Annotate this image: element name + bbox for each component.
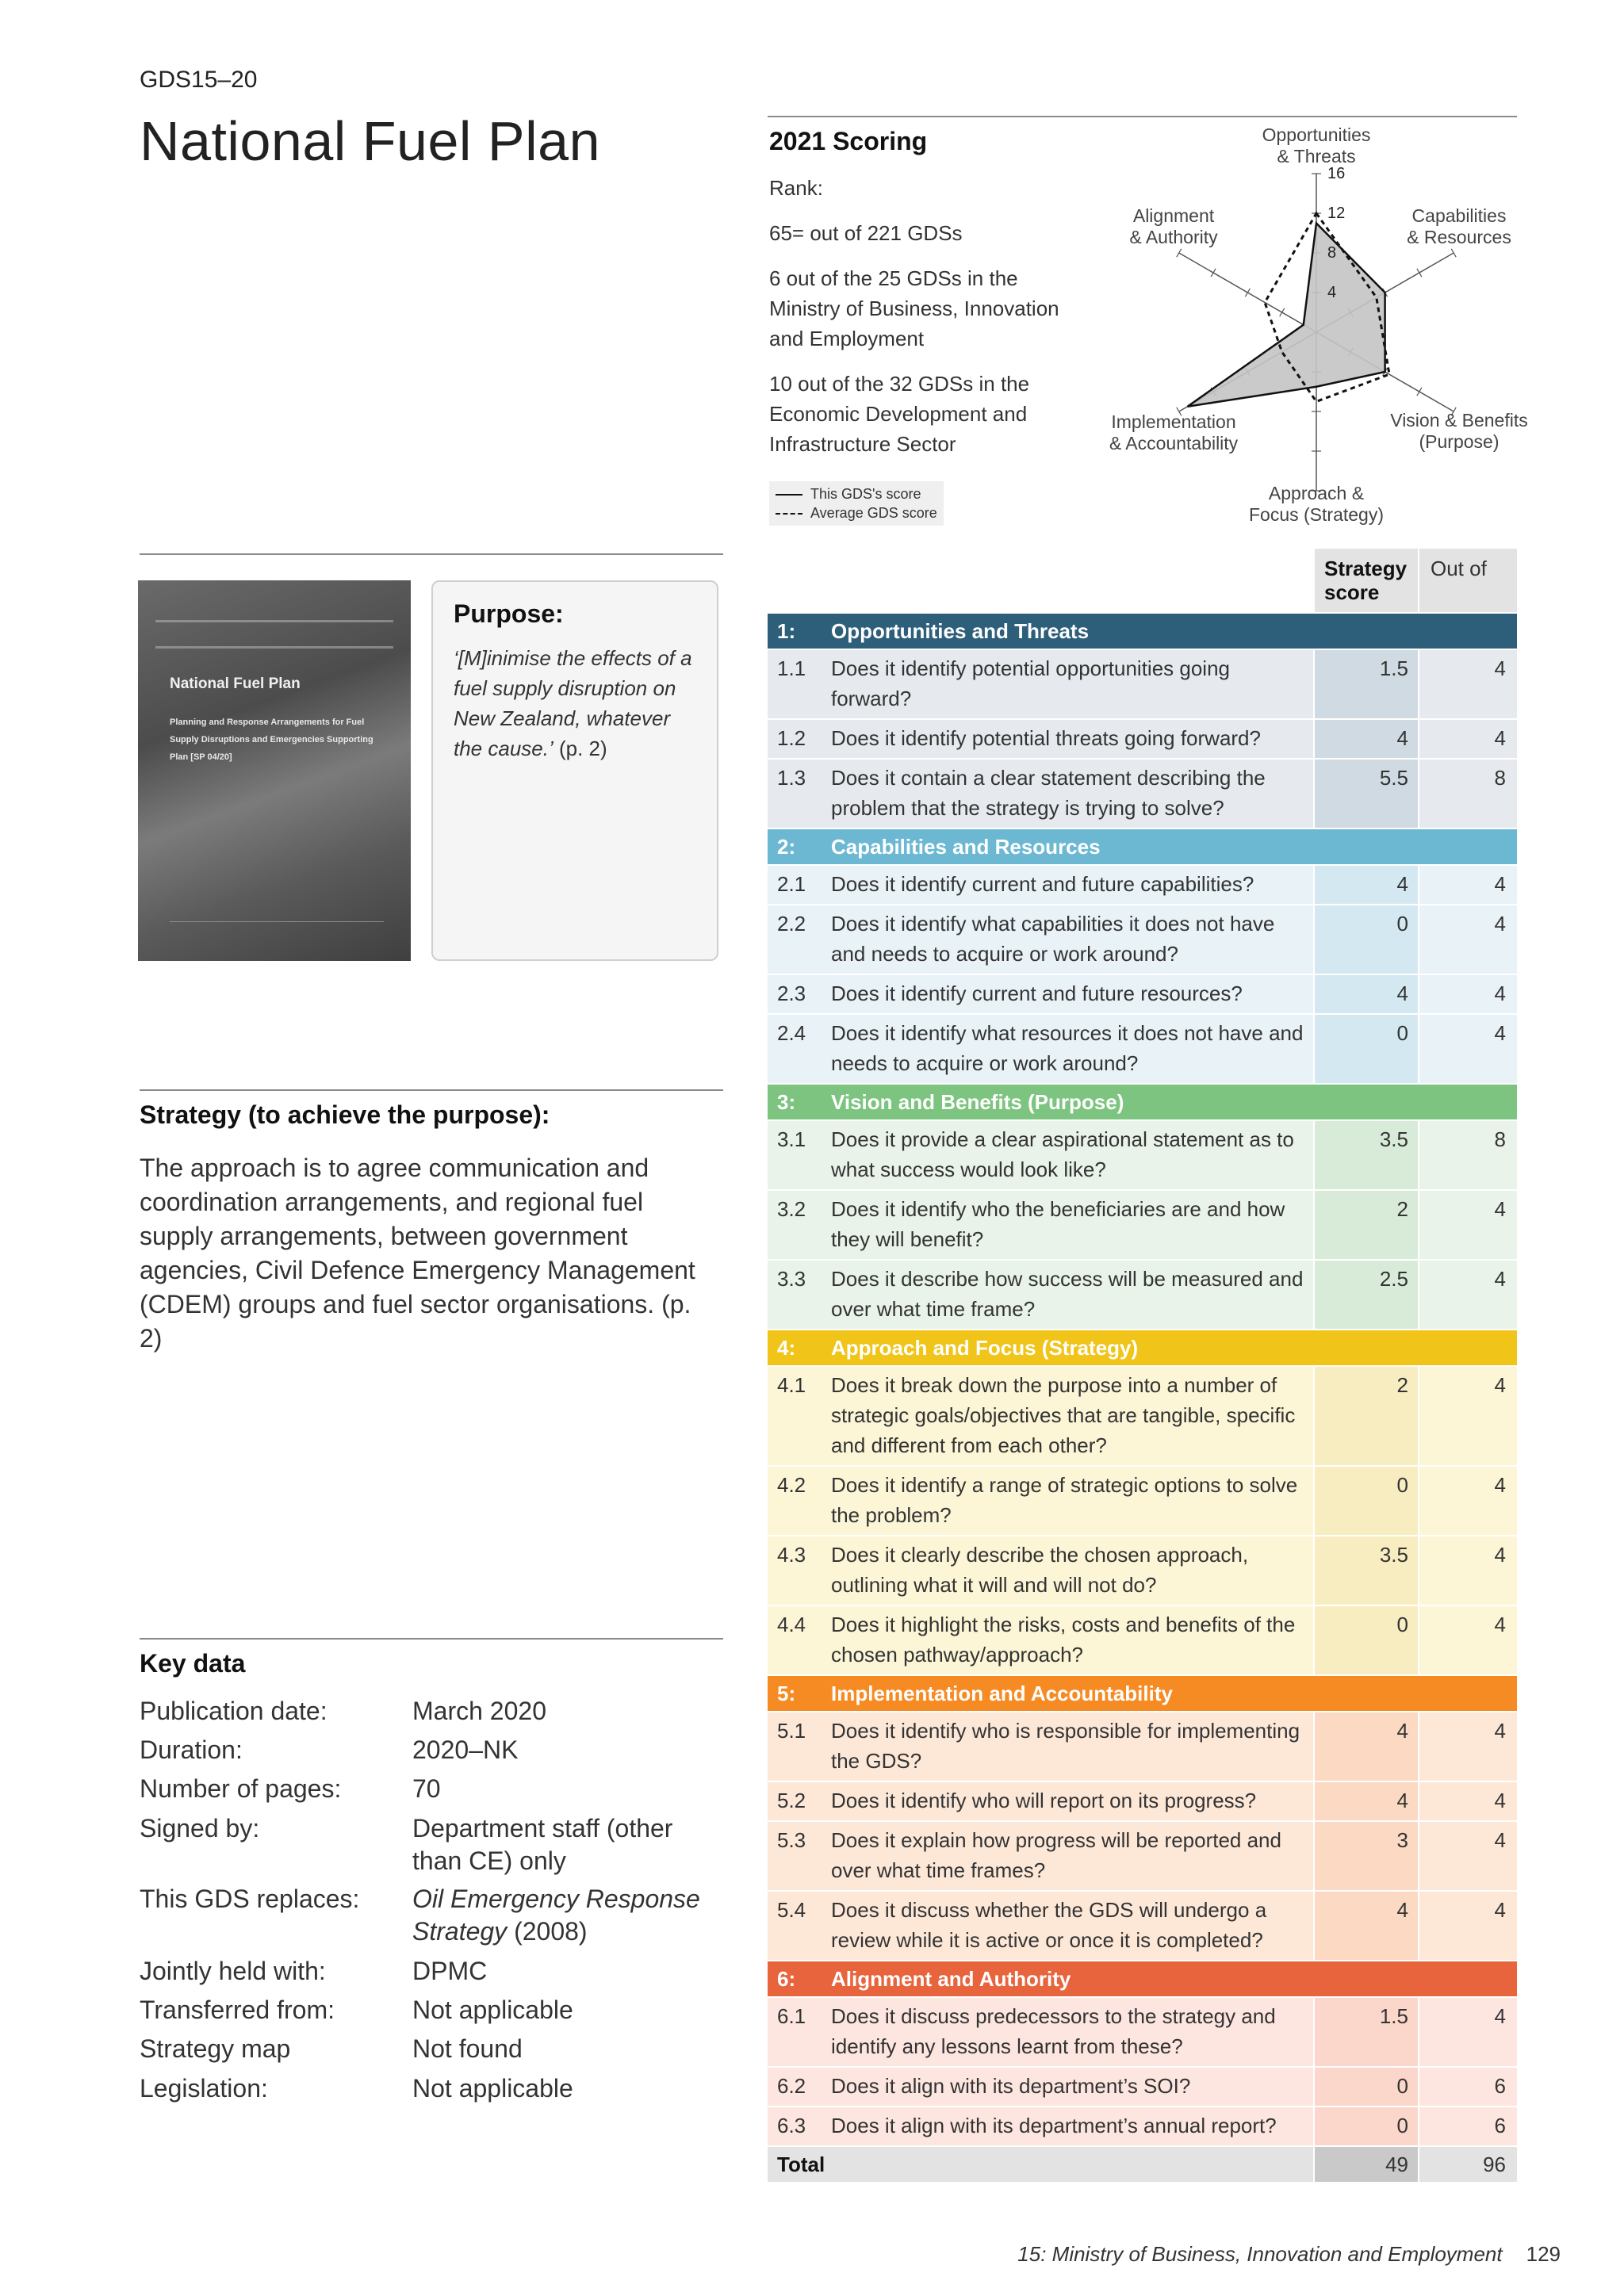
question-cell [768, 866, 1313, 904]
question-cell [768, 1822, 1313, 1890]
radar-axis-label: (Purpose) [1419, 431, 1500, 452]
out-of-cell [1419, 650, 1517, 718]
score-value: 0 [1396, 2074, 1408, 2098]
score-cell [1315, 1606, 1418, 1674]
question-number: 1.3 [777, 766, 806, 790]
question-text: Does it provide a clear aspirational statement as to what success would look like? [831, 1127, 1294, 1181]
question-text: Does it discuss predecessors to the strategy and identify any lessons learnt from these? [831, 2004, 1276, 2058]
section-header [768, 829, 1517, 864]
score-cell [1315, 1261, 1418, 1329]
total-out-of: 96 [1419, 2147, 1517, 2182]
radar-axis-label: & Threats [1277, 146, 1356, 166]
section-header [768, 614, 1517, 649]
question-text: Does it identify current and future capabilities? [831, 872, 1254, 896]
table-row [768, 1367, 1517, 1465]
question-cell [768, 650, 1313, 718]
out-of-cell [1419, 905, 1517, 974]
section-header [768, 1330, 1517, 1365]
score-value: 1.5 [1379, 2004, 1408, 2028]
radar-tick [1245, 289, 1250, 297]
question-number: 5.1 [777, 1719, 806, 1743]
question-number: 5.2 [777, 1789, 806, 1812]
out-of-value: 4 [1494, 872, 1506, 896]
out-of-cell [1419, 1121, 1517, 1189]
question-number: 6.3 [777, 2114, 806, 2137]
question-number: 1.1 [777, 656, 806, 680]
purpose-ref: (p. 2) [553, 737, 607, 760]
question-cell [768, 1606, 1313, 1674]
radar-axis-label: Alignment [1132, 205, 1215, 226]
question-cell [768, 2068, 1313, 2106]
divider [140, 1638, 723, 1640]
out-of-cell [1419, 2107, 1517, 2145]
out-of-value: 6 [1494, 2114, 1506, 2137]
out-of-value: 4 [1494, 1197, 1506, 1221]
question-cell [768, 1782, 1313, 1820]
key-value: Not found [412, 2034, 523, 2063]
out-of-cell [1419, 1712, 1517, 1781]
radar-axis-label: Opportunities [1262, 124, 1371, 145]
table-row [768, 1892, 1517, 1960]
radar-tick [1211, 269, 1216, 277]
question-text: Does it identify a range of strategic options to solve the problem? [831, 1473, 1298, 1527]
section-number: 5: [777, 1682, 796, 1705]
question-number: 6.2 [777, 2074, 806, 2098]
score-cell [1315, 866, 1418, 904]
cover-title: National Fuel Plan [170, 675, 301, 692]
out-of-cell [1419, 1191, 1517, 1259]
out-of-cell [1419, 866, 1517, 904]
key-value: 70 [412, 1774, 441, 1803]
table-row [768, 1712, 1517, 1781]
out-of-value: 4 [1494, 726, 1506, 750]
scoring-table [768, 549, 1517, 2182]
question-cell [768, 1892, 1313, 1960]
document-cover-image [138, 580, 411, 961]
legend-this-gds [776, 484, 937, 503]
footer-section: 15: Ministry of Business, Innovation and Employment [1017, 2242, 1503, 2266]
table-row [768, 1822, 1517, 1890]
question-number: 3.1 [777, 1127, 806, 1151]
score-value: 2.5 [1379, 1267, 1408, 1291]
page-number: 129 [1526, 2242, 1561, 2266]
chain-graphic [155, 620, 393, 649]
question-text: Does it identify who the beneficiaries are and how they will benefit? [831, 1197, 1285, 1251]
solid-line-swatch [776, 494, 802, 496]
radar-tick [1417, 388, 1422, 396]
score-value: 4 [1396, 982, 1408, 1005]
table-row [768, 1121, 1517, 1189]
key-label: Duration: [140, 1735, 243, 1764]
score-value: 4 [1396, 1719, 1408, 1743]
question-text: Does it identify potential opportunities going forward? [831, 656, 1230, 710]
question-number: 3.3 [777, 1267, 806, 1291]
out-of-value: 6 [1494, 2074, 1506, 2098]
score-cell [1315, 975, 1418, 1013]
purpose-box [431, 580, 718, 961]
section-title: Opportunities and Threats [831, 619, 1090, 643]
table-row [768, 1606, 1517, 1674]
out-of-cell [1419, 2068, 1517, 2106]
question-text: Does it break down the purpose into a number of strategic goals/objectives that are tangible, specific and different from each other? [831, 1373, 1296, 1457]
table-row [768, 760, 1517, 828]
gds-code: GDS15–20 [140, 67, 258, 93]
question-text: Does it identify what resources it does not have and needs to acquire or work around? [831, 1021, 1304, 1075]
radar-tick [1280, 308, 1285, 316]
score-value: 3.5 [1379, 1543, 1408, 1567]
purpose-quote [454, 643, 696, 763]
radar-axis-label: Implementation [1111, 411, 1236, 432]
cover-logos [170, 921, 384, 942]
score-value: 0 [1396, 1613, 1408, 1636]
section-number: 4: [777, 1336, 796, 1360]
out-of-cell [1419, 1998, 1517, 2066]
section-title: Capabilities and Resources [831, 835, 1101, 859]
table-row [768, 720, 1517, 758]
rank-overall: 65= out of 221 GDSs [769, 221, 963, 245]
key-label: Strategy map [140, 2034, 291, 2063]
table-row [768, 905, 1517, 974]
out-of-value: 4 [1494, 1613, 1506, 1636]
question-text: Does it describe how success will be measured and over what time frame? [831, 1267, 1304, 1321]
question-number: 5.4 [777, 1898, 806, 1922]
dashed-line-swatch [776, 513, 802, 515]
question-number: 2.4 [777, 1021, 806, 1045]
key-value: Not applicable [412, 1996, 573, 2024]
section-title: Implementation and Accountability [831, 1682, 1173, 1705]
section-header [768, 1676, 1517, 1711]
out-of-cell [1419, 1467, 1517, 1535]
score-value: 4 [1396, 1898, 1408, 1922]
question-number: 5.3 [777, 1828, 806, 1852]
out-of-value: 4 [1494, 1828, 1506, 1852]
out-of-cell [1419, 1261, 1517, 1329]
radar-tick-label: 16 [1327, 165, 1346, 182]
question-cell [768, 760, 1313, 828]
radar-chart [1094, 119, 1538, 539]
out-of-cell [1419, 720, 1517, 758]
section-number: 6: [777, 1967, 796, 1991]
rank-block [769, 173, 1086, 474]
legend-average-label: Average GDS score [810, 505, 937, 521]
rank-label: Rank: [769, 176, 823, 200]
out-of-value: 8 [1494, 1127, 1506, 1151]
score-value: 2 [1396, 1373, 1408, 1397]
strategy-text: The approach is to agree communication and coordination arrangements, and regional fuel supply arrangements, between government agencies, Civil Defence Emergency Management (CDEM) groups and fuel sector organisations. (p. 2) [140, 1154, 695, 1353]
out-of-cell [1419, 1015, 1517, 1083]
score-cell [1315, 1015, 1418, 1083]
question-number: 4.4 [777, 1613, 806, 1636]
strategy-heading: Strategy (to achieve the purpose): [140, 1100, 550, 1129]
question-cell [768, 1261, 1313, 1329]
total-score: 49 [1315, 2147, 1418, 2182]
table-row [768, 866, 1517, 904]
col-strategy-score: Strategy score [1315, 549, 1418, 612]
table-row [768, 1536, 1517, 1605]
table-row [768, 1998, 1517, 2066]
page-title: National Fuel Plan [140, 110, 600, 172]
table-row [768, 2107, 1517, 2145]
cover-subtitle: Planning and Response Arrangements for Fuel Supply Disruptions and Emergencies Supporting Plan [SP 04/20] [170, 718, 373, 762]
question-cell [768, 1998, 1313, 2066]
question-number: 6.1 [777, 2004, 806, 2028]
divider [768, 116, 1517, 117]
radar-tick-label: 4 [1327, 284, 1337, 301]
out-of-value: 4 [1494, 1898, 1506, 1922]
score-cell [1315, 1367, 1418, 1465]
key-value: DPMC [412, 1957, 488, 1985]
section-title: Vision and Benefits (Purpose) [831, 1090, 1124, 1114]
question-cell [768, 975, 1313, 1013]
section-header [768, 1961, 1517, 1996]
total-label: Total [768, 2147, 1313, 2182]
score-value: 0 [1396, 912, 1408, 936]
section-number: 3: [777, 1090, 796, 1114]
score-value: 4 [1396, 872, 1408, 896]
out-of-value: 4 [1494, 2004, 1506, 2028]
score-value: 5.5 [1379, 766, 1408, 790]
radar-legend [769, 481, 944, 526]
question-cell [768, 1015, 1313, 1083]
section-number: 2: [777, 835, 796, 859]
table-row [768, 650, 1517, 718]
score-cell [1315, 2107, 1418, 2145]
radar-tick [1417, 269, 1422, 277]
score-cell [1315, 905, 1418, 974]
out-of-value: 4 [1494, 1789, 1506, 1812]
question-number: 1.2 [777, 726, 806, 750]
key-label: Transferred from: [140, 1996, 335, 2024]
question-cell [768, 1367, 1313, 1465]
purpose-heading: Purpose: [454, 599, 564, 628]
divider [140, 553, 723, 555]
question-cell [768, 1467, 1313, 1535]
question-text: Does it identify potential threats going forward? [831, 726, 1261, 750]
score-value: 0 [1396, 1473, 1408, 1497]
out-of-cell [1419, 1536, 1517, 1605]
out-of-cell [1419, 760, 1517, 828]
question-cell [768, 905, 1313, 974]
score-cell [1315, 1822, 1418, 1890]
radar-axis-label: & Accountability [1109, 433, 1239, 453]
out-of-cell [1419, 975, 1517, 1013]
out-of-value: 8 [1494, 766, 1506, 790]
key-label: This GDS replaces: [140, 1885, 360, 1913]
out-of-value: 4 [1494, 1373, 1506, 1397]
radar-axis-label: & Authority [1129, 227, 1218, 247]
out-of-value: 4 [1494, 1543, 1506, 1567]
question-number: 2.2 [777, 912, 806, 936]
legend-average [776, 503, 937, 522]
key-value: Not applicable [412, 2074, 573, 2103]
question-number: 4.2 [777, 1473, 806, 1497]
score-cell [1315, 1782, 1418, 1820]
out-of-value: 4 [1494, 982, 1506, 1005]
page-footer [1017, 2242, 1561, 2267]
out-of-value: 4 [1494, 1473, 1506, 1497]
question-text: Does it highlight the risks, costs and benefits of the chosen pathway/approach? [831, 1613, 1296, 1667]
question-cell [768, 1712, 1313, 1781]
table-row [768, 1261, 1517, 1329]
score-value: 4 [1396, 1789, 1408, 1812]
section-title: Alignment and Authority [831, 1967, 1071, 1991]
key-value: March 2020 [412, 1697, 546, 1725]
score-cell [1315, 1191, 1418, 1259]
purpose-quote-text: ‘[M]inimise the effects of a fuel supply disruption on New Zealand, whatever the cause.’ [454, 646, 692, 760]
table-row [768, 1015, 1517, 1083]
section-number: 1: [777, 619, 796, 643]
score-cell [1315, 1467, 1418, 1535]
key-value: Department staff (other than CE) only [412, 1814, 673, 1875]
section-title: Approach and Focus (Strategy) [831, 1336, 1139, 1360]
key-label: Jointly held with: [140, 1957, 326, 1985]
question-number: 4.1 [777, 1373, 806, 1397]
radar-tick [1451, 249, 1456, 257]
question-text: Does it identify who is responsible for implementing the GDS? [831, 1719, 1300, 1773]
question-cell [768, 1121, 1313, 1189]
question-text: Does it identify current and future resources? [831, 982, 1243, 1005]
score-cell [1315, 1536, 1418, 1605]
out-of-value: 4 [1494, 1719, 1506, 1743]
table-row [768, 1191, 1517, 1259]
question-cell [768, 720, 1313, 758]
out-of-cell [1419, 1822, 1517, 1890]
question-text: Does it identify who will report on its progress? [831, 1789, 1257, 1812]
out-of-value: 4 [1494, 1267, 1506, 1291]
score-cell [1315, 760, 1418, 828]
radar-axis-label: Capabilities [1411, 205, 1507, 226]
out-of-value: 4 [1494, 656, 1506, 680]
out-of-cell [1419, 1367, 1517, 1465]
score-cell [1315, 720, 1418, 758]
rank-sector: 10 out of the 32 GDSs in the Economic Development and Infrastructure Sector [769, 372, 1030, 456]
key-label: Publication date: [140, 1697, 327, 1725]
score-cell [1315, 1712, 1418, 1781]
score-value: 1.5 [1379, 656, 1408, 680]
key-label: Signed by: [140, 1814, 260, 1843]
out-of-cell [1419, 1782, 1517, 1820]
score-cell [1315, 650, 1418, 718]
question-number: 3.2 [777, 1197, 806, 1221]
col-out-of: Out of [1419, 549, 1517, 612]
radar-axis-label: Focus (Strategy) [1249, 504, 1384, 525]
question-text: Does it explain how progress will be reported and over what time frames? [831, 1828, 1281, 1882]
score-value: 0 [1396, 1021, 1408, 1045]
table-header [768, 549, 1517, 612]
key-value-suffix: (2008) [507, 1917, 588, 1946]
question-number: 2.3 [777, 982, 806, 1005]
score-value: 3.5 [1379, 1127, 1408, 1151]
out-of-cell [1419, 1892, 1517, 1960]
section-header [768, 1085, 1517, 1119]
table-body [768, 614, 1517, 2145]
question-text: Does it align with its department’s annual report? [831, 2114, 1277, 2137]
question-text: Does it identify what capabilities it does not have and needs to acquire or work around? [831, 912, 1275, 966]
score-value: 2 [1396, 1197, 1408, 1221]
score-cell [1315, 1998, 1418, 2066]
out-of-value: 4 [1494, 1021, 1506, 1045]
total-row [768, 2147, 1517, 2182]
scoring-heading: 2021 Scoring [769, 127, 928, 155]
table-row [768, 1467, 1517, 1535]
rank-department: 6 out of the 25 GDSs in the Ministry of Business, Innovation and Employment [769, 266, 1059, 350]
question-text: Does it contain a clear statement describing the problem that the strategy is trying to solve? [831, 766, 1266, 820]
question-cell [768, 2107, 1313, 2145]
key-value-italic: Oil Emergency Response Strategy [412, 1885, 700, 1946]
divider [140, 1089, 723, 1091]
out-of-cell [1419, 1606, 1517, 1674]
question-cell [768, 1191, 1313, 1259]
key-label: Legislation: [140, 2074, 268, 2103]
score-cell [1315, 1892, 1418, 1960]
radar-tick [1177, 249, 1182, 257]
radar-tick-label: 8 [1327, 244, 1337, 262]
score-value: 0 [1396, 2114, 1408, 2137]
radar-tick-label: 12 [1327, 205, 1346, 222]
legend-this-label: This GDS's score [810, 486, 921, 502]
question-text: Does it clearly describe the chosen approach, outlining what it will and will not do? [831, 1543, 1249, 1597]
score-cell [1315, 1121, 1418, 1189]
question-text: Does it align with its department’s SOI? [831, 2074, 1191, 2098]
key-data-heading: Key data [140, 1649, 246, 1678]
question-cell [768, 1536, 1313, 1605]
table-row [768, 2068, 1517, 2106]
key-value: 2020–NK [412, 1735, 519, 1764]
score-value: 3 [1396, 1828, 1408, 1852]
radar-axis-label: Vision & Benefits [1390, 410, 1528, 430]
score-value: 4 [1396, 726, 1408, 750]
question-number: 4.3 [777, 1543, 806, 1567]
table-row [768, 1782, 1517, 1820]
out-of-value: 4 [1494, 912, 1506, 936]
radar-axis-label: & Resources [1407, 227, 1511, 247]
key-value [412, 1883, 722, 1948]
table-row [768, 975, 1517, 1013]
question-text: Does it discuss whether the GDS will undergo a review while it is active or once it is completed? [831, 1898, 1267, 1952]
question-number: 2.1 [777, 872, 806, 896]
radar-axis-label: Approach & [1268, 483, 1365, 503]
key-label: Number of pages: [140, 1774, 342, 1803]
score-cell [1315, 2068, 1418, 2106]
